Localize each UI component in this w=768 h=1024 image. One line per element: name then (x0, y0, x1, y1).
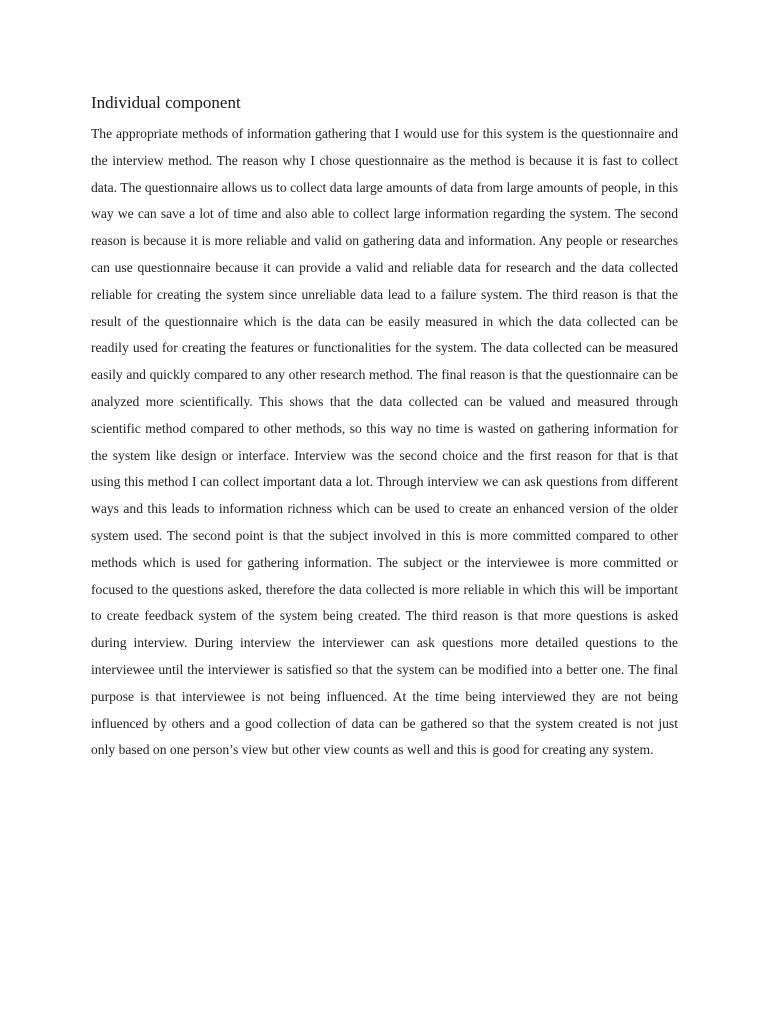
body-paragraph: The appropriate methods of information gathering that I would use for this system is the questionnaire and the interview method. The reason why I chose questionnaire as the method is because it is fast to collect data. The questionnaire allows us to collect data large amounts of data from large amounts of people, in this way we can save a lot of time and also able to collect large information regarding the system. The second reason is because it is more reliable and valid on gathering data and information. Any people or researches can use questionnaire because it can provide a valid and reliable data for research and the data collected reliable for creating the system since unreliable data lead to a failure system. The third reason is that the result of the questionnaire which is the data can be easily measured in which the data collected can be readily used for creating the features or functionalities for the system. The data collected can be measured easily and quickly compared to any other research method. The final reason is that the questionnaire can be analyzed more scientifically. This shows that the data collected can be valued and measured through scientific method compared to other methods, so this way no time is wasted on gathering information for the system like design or interface. Interview was the second choice and the first reason for that is that using this method I can collect important data a lot. Through interview we can ask questions from different ways and this leads to information richness which can be used to create an enhanced version of the older system used. The second point is that the subject involved in this is more committed compared to other methods which is used for gathering information. The subject or the interviewee is more committed or focused to the questions asked, therefore the data collected is more reliable in which this will be important to create feedback system of the system being created. The third reason is that more questions is asked during interview. During interview the interviewer can ask questions more detailed questions to the interviewee until the interviewer is satisfied so that the system can be modified into a better one. The final purpose is that interviewee is not being influenced. At the time being interviewed they are not being influenced by others and a good collection of data can be gathered so that the system created is not just only based on one person’s view but other view counts as well and this is good for creating any system. (91, 126, 678, 758)
section-heading: Individual component (91, 93, 241, 112)
